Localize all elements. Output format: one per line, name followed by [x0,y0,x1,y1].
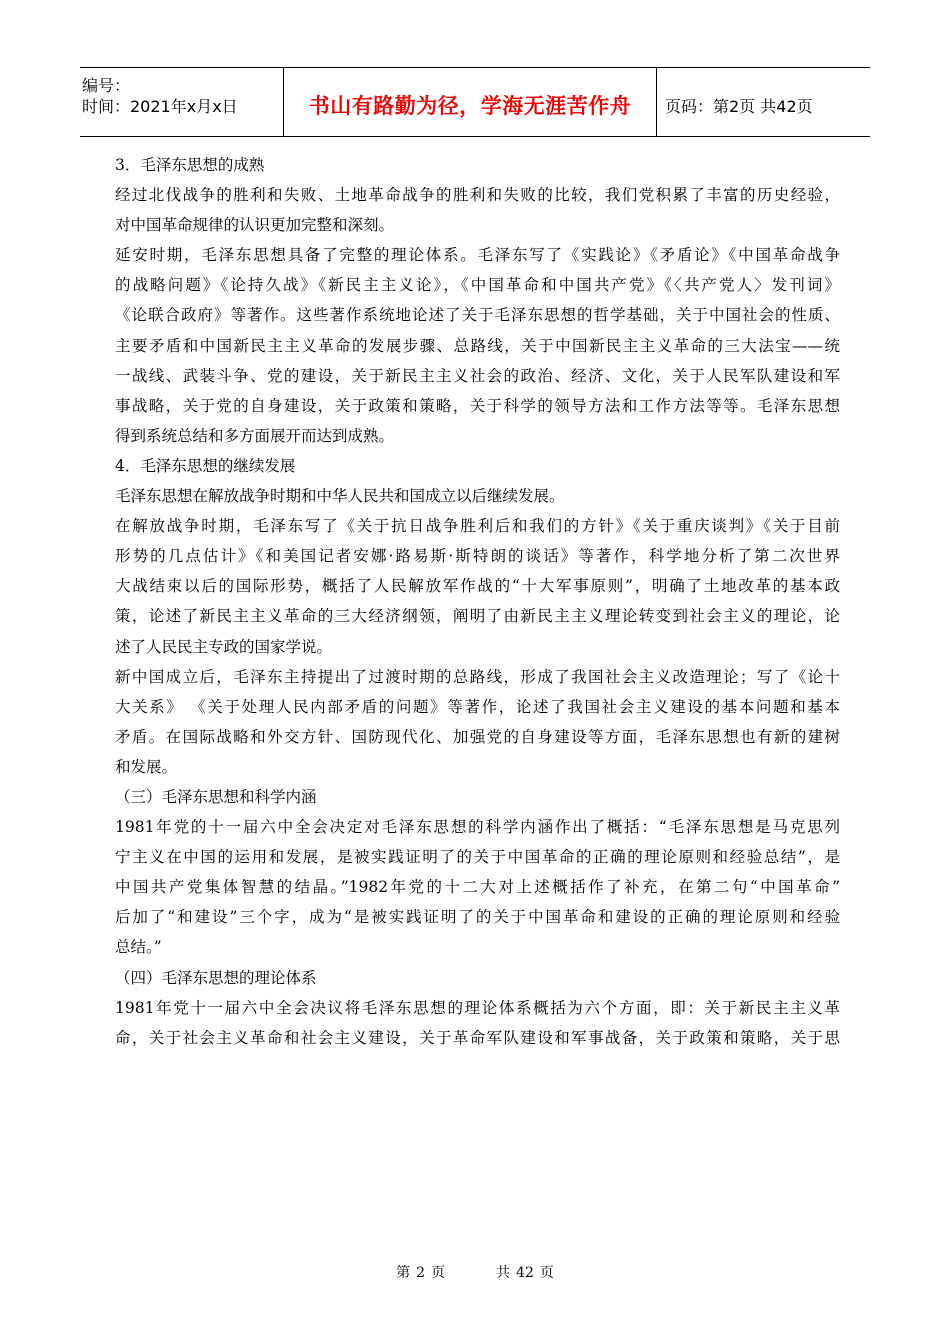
paragraph-line: 在解放战争时期，毛泽东写了《关于抗日战争胜利后和我们的方针》《关于重庆谈判》《关于目前 [115,517,840,536]
paragraph-line: 总结。” [115,938,162,957]
paragraph-line: 1981年党十一届六中全会决议将毛泽东思想的理论体系概括为六个方面，即：关于新民主主义革 [115,998,840,1017]
paragraph-line: 新中国成立后，毛泽东主持提出了过渡时期的总路线，形成了我国社会主义改造理论；写了《论十 [115,667,840,686]
paragraph-line: 形势的几点估计》《和美国记者安娜·路易斯·斯特朗的谈话》等著作，科学地分析了第二次世界 [115,547,840,566]
paragraph-line: 和发展。 [115,757,178,776]
paragraph-line: 《论联合政府》等著作。这些著作系统地论述了关于毛泽东思想的哲学基础，关于中国社会的性质、 [115,306,840,325]
paragraph-line: 后加了“和建设”三个字，成为“是被实践证明了的关于中国革命和建设的正确的理论原则和经验 [115,908,840,927]
paragraph-line: 大关系》 《关于处理人民内部矛盾的问题》等著作，论述了我国社会主义建设的基本问题和基本 [115,697,840,716]
page-label: 页码：第2页 共42页 [665,97,813,116]
paragraph-line: 经过北伐战争的胜利和失败、土地革命战争的胜利和失败的比较，我们党积累了丰富的历史经验， [115,186,840,205]
footer-total-pages: 42 [516,1265,534,1281]
paragraph-line: 事战略，关于党的自身建设，关于政策和策略，关于科学的领导方法和工作方法等等。毛泽东思想 [115,396,840,415]
footer-text: 页 [539,1265,554,1281]
header-motto-cell [283,68,657,136]
paragraph-line: 宁主义在中国的运用和发展，是被实践证明了的关于中国革命的正确的理论原则和经验总结”，是 [115,848,840,867]
heading-maturity: 3．毛泽东思想的成熟 [115,156,265,174]
header-page-cell [657,68,870,136]
paragraph-line: 得到系统总结和多方面展开而达到成熟。 [115,426,395,445]
footer-text: 页 [431,1265,446,1281]
serial-label: 编号： [82,76,131,95]
paragraph-line: 述了人民民主专政的国家学说。 [115,637,333,656]
paragraph-line: 中国共产党集体智慧的结晶。”1982年党的十二大对上述概括作了补充，在第二句“中国革命” [115,878,840,897]
footer-text: 第 [396,1265,411,1281]
motto: 书山有路勤为径，学海无涯苦作舟 [308,94,632,118]
time-label: 时间：2021年x月x日 [82,97,238,116]
footer-text: 共 [496,1265,511,1281]
paragraph-line: 策，论述了新民主主义革命的三大经济纲领，阐明了由新民主主义理论转变到社会主义的理论，论 [115,607,840,626]
page-header [80,67,870,137]
paragraph-line: 大战结束以后的国际形势，概括了人民解放军作战的“十大军事原则”，明确了土地改革的基本政 [115,577,840,596]
heading-continued-development: 4．毛泽东思想的继续发展 [115,456,296,475]
document-body [115,150,840,1053]
footer-page-number: 2 [416,1265,426,1281]
heading-theoretical-system: （四）毛泽东思想的理论体系 [115,968,317,987]
heading-scientific-connotation: （三）毛泽东思想和科学内涵 [115,787,317,806]
paragraph-line: 延安时期，毛泽东思想具备了完整的理论体系。毛泽东写了《实践论》《矛盾论》《中国革命战争 [115,246,840,265]
paragraph-line: 的战略问题》《论持久战》《新民主主义论》，《中国革命和中国共产党》《〈共产党人〉发刊词》 [115,276,840,295]
paragraph-line: 一战线、武装斗争、党的建设，关于新民主主义社会的政治、经济、文化，关于人民军队建设和军 [115,366,840,385]
paragraph-line: 毛泽东思想在解放战争时期和中华人民共和国成立以后继续发展。 [115,487,565,506]
paragraph-line: 命，关于社会主义革命和社会主义建设，关于革命军队建设和军事战备，关于政策和策略，关于思 [115,1028,840,1047]
paragraph-line: 1981年党的十一届六中全会决定对毛泽东思想的科学内涵作出了概括：“毛泽东思想是马克思列 [115,818,840,837]
paragraph-line: 主要矛盾和中国新民主主义革命的发展步骤、总路线，关于中国新民主主义革命的三大法宝——统 [115,336,840,355]
paragraph-line: 矛盾。在国际战略和外交方针、国防现代化、加强党的自身建设等方面，毛泽东思想也有新的建树 [115,727,840,746]
page-footer [0,1262,950,1282]
header-info-cell [80,68,283,136]
paragraph-line: 对中国革命规律的认识更加完整和深刻。 [115,216,395,235]
